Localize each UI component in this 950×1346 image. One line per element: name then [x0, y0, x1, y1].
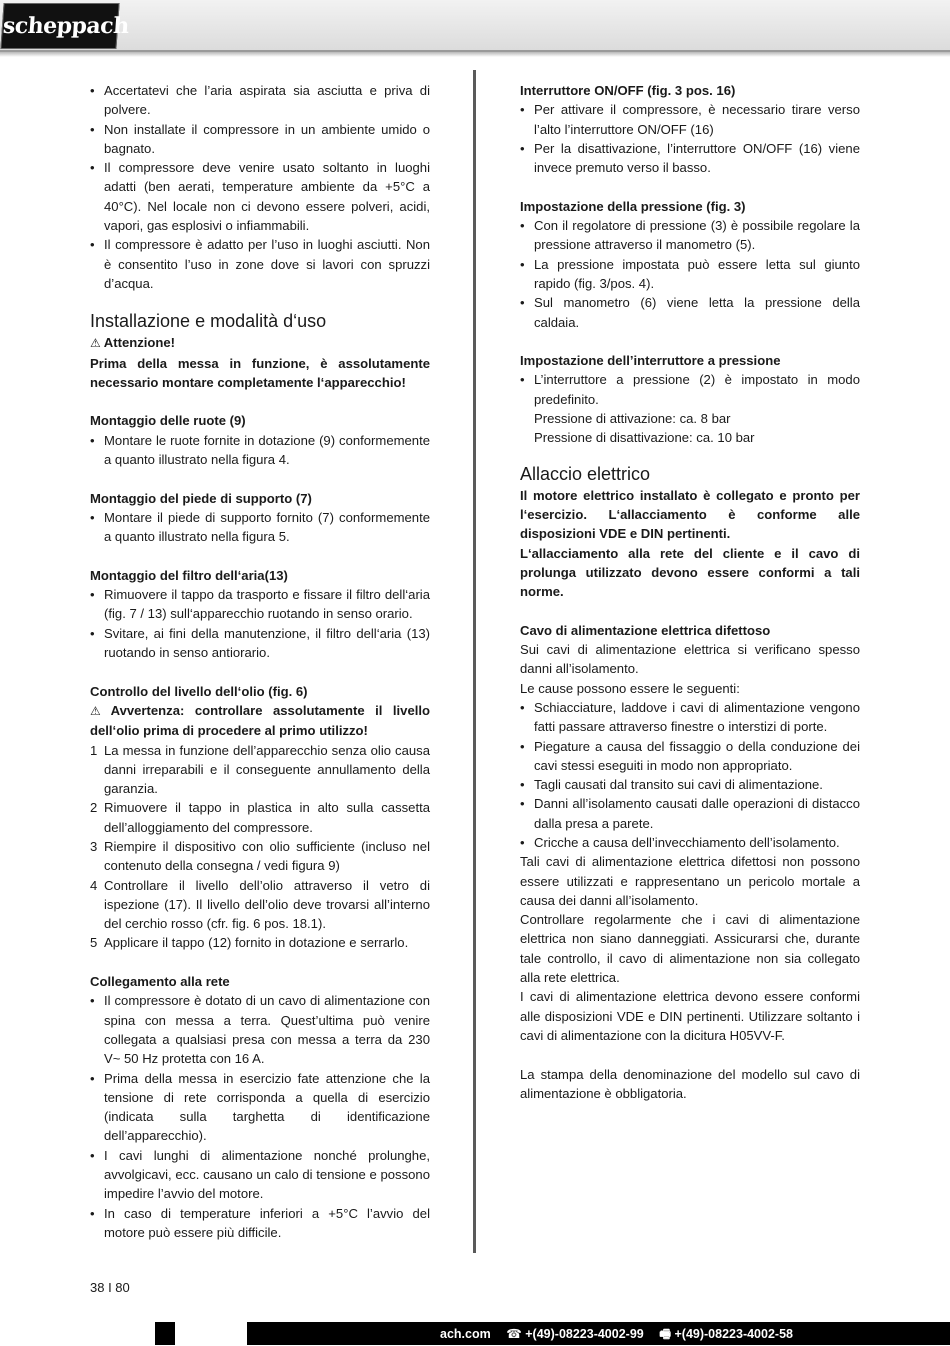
subheading-interruttore: Interruttore ON/OFF (fig. 3 pos. 16)	[520, 83, 736, 98]
list-item: • Cricche a causa dell’invecchiamento dell’isolamento.	[520, 834, 840, 850]
page-header	[0, 0, 950, 52]
list-item: • Non installate il compressore in un ambiente umido o bagnato.	[90, 121, 430, 156]
list-item: • Per la disattivazione, l’interruttore ON/OFF (16) viene invece premuto verso il basso.	[520, 140, 860, 176]
elec-bold-text: L‘allacciamento alla rete del cliente e il cavo di prolunga utilizzato devono essere conformi a tali norme.	[520, 545, 860, 600]
warning-icon: ⚠	[90, 703, 108, 718]
scheppach-logo: scheppach	[0, 3, 119, 49]
paragraph: Le cause possono essere le seguenti:	[520, 680, 740, 696]
subheading-filtro: Montaggio del filtro dell‘aria(13)	[90, 567, 288, 583]
list-item: • Sul manometro (6) viene letta la pressione della caldaia.	[520, 295, 860, 330]
list-item: • Con il regolatore di pressione (3) è possibile regolare la pressione attraverso il manometro (5).	[520, 218, 860, 253]
list-item: • Il compressore è dotato di un cavo di alimentazione con spina con messa a terra. Quest’ultima può venire collegata a qualsiasi presa con messa a terra da 230 V~ 50 Hz protetta con 16 A.	[90, 993, 430, 1067]
column-divider	[473, 70, 476, 1253]
list-item: • Accertatevi che l’aria aspirata sia asciutta e priva di polvere.	[90, 83, 430, 118]
page-number: 38 I 80	[90, 1280, 130, 1295]
paragraph: Controllare regolarmente che i cavi di alimentazione elettrica non siano danneggiati. Assicurarsi che, durante tale controllo, il cavo di alimentazione non sia collegato alla rete elettrica.	[520, 912, 860, 986]
list-item: • Montare il piede di supporto fornito (7) conformemente a quanto illustrato nella figura 5.	[90, 509, 430, 545]
list-item: • La pressione impostata può essere letta sul giunto rapido (fig. 3/pos. 4).	[520, 256, 860, 291]
phone-text: ☎ +(49)-08223-4002-99	[506, 1327, 644, 1341]
section-title-installazione: Installazione e modalità d‘uso	[90, 311, 327, 332]
numbered-item: 2 Rimuovere il tappo in plastica in alto sulla cassetta dell’alloggiamento del compressore.	[90, 800, 430, 835]
subheading-piede: Montaggio del piede di supporto (7)	[90, 490, 312, 506]
list-item: • Svitare, ai fini della manutenzione, il filtro dell‘aria (13) ruotando in senso antiorario.	[90, 625, 430, 661]
subheading-cavo: Cavo di alimentazione elettrica difettoso	[520, 622, 771, 638]
list-item: • Danni all’isolamento causati dalle operazioni di distacco dalla presa a parete.	[520, 796, 860, 831]
paragraph: La stampa della denominazione del modello sul cavo di alimentazione è obbligatoria.	[520, 1066, 860, 1101]
subheading-rete: Collegamento alla rete	[90, 974, 230, 990]
list-item: • Il compressore è adatto per l’uso in luoghi asciutti. Non è consentito l’uso in zone dove si lavori con spruzzi d’acqua.	[90, 237, 430, 291]
header-shadow	[0, 52, 950, 57]
footer-contacts	[440, 1325, 805, 1346]
section-title-allaccio: Allaccio elettrico	[520, 463, 651, 484]
list-item: • I cavi lunghi di alimentazione nonché prolunghe, avvolgicavi, ecc. causano un calo di tensione e possono impedire l’avvio del motore.	[90, 1147, 430, 1202]
right-column	[520, 81, 860, 1103]
list-item: • Schiacciature, laddove i cavi di alimentazione vengono fatti passare attraverso finestre o interstizi di porte.	[520, 699, 860, 735]
elec-bold-text: Il motore elettrico installato è collegato e pronto per l‘esercizio. L‘allacciamento è conforme alle disposizioni VDE e DIN pertinenti.	[520, 487, 860, 542]
list-item: • Per attivare il compressore, è necessario tirare verso l’alto l’interruttore ON/OFF (16)	[520, 102, 860, 137]
list-item: • Rimuovere il tappo da trasporto e fissare il filtro dell‘aria (fig. 7 / 13) sull‘apparecchio ruotando in senso orario.	[90, 587, 430, 622]
list-item: • Piegature a causa del fissaggio o della conduzione dei cavi stessi eseguiti in modo non appropriato.	[520, 738, 860, 773]
list-item: • Montare le ruote fornite in dotazione (9) conformemente a quanto illustrato nella figura 4.	[90, 432, 430, 468]
fax-text: 🖷 +(49)-08223-4002-58	[659, 1327, 793, 1341]
paragraph: Sui cavi di alimentazione elettrica si verificano spesso danni all’isolamento.	[520, 642, 860, 677]
attention-text: Prima della messa in funzione, è assolutamente necessario montare completamente l‘apparecchio!	[90, 355, 430, 390]
footer-bar	[0, 1322, 950, 1345]
website-text: ach.com	[440, 1327, 491, 1341]
numbered-item: 5 Applicare il tappo (12) fornito in dotazione e serrarlo.	[90, 935, 409, 951]
list-item: • Tagli causati dal transito sui cavi di alimentazione.	[520, 777, 823, 793]
subheading-pressione: Impostazione della pressione (fig. 3)	[520, 198, 746, 214]
list-item: • In caso di temperature inferiori a +5°C l’avvio del motore può essere più difficile.	[90, 1205, 430, 1240]
list-item: • L’interruttore a pressione (2) è impostato in modo predefinito.	[520, 372, 860, 407]
numbered-item: 1 La messa in funzione dell’apparecchio senza olio causa danni irreparabili e il conseguente annullamento della garanzia.	[90, 742, 430, 797]
subheading-olio: Controllo del livello dell‘olio (fig. 6)	[90, 683, 308, 699]
numbered-item: 4 Controllare il livello dell’olio attraverso il vetro di ispezione (17). Il livello dell’olio deve trovarsi all’interno del cerchio rosso (cfr. fig. 6 pos. 18.1).	[90, 877, 430, 932]
paragraph: I cavi di alimentazione elettrica devono essere conformi alle disposizioni VDE e DIN pertinenti. Utilizzare soltanto i cavi di alimentazione con la dicitura H05VV-F.	[520, 989, 860, 1043]
attention-label: ⚠ Attenzione!	[90, 335, 176, 351]
warning-icon: ⚠	[90, 336, 101, 351]
subheading-ruote: Montaggio delle ruote (9)	[90, 413, 246, 429]
left-column	[90, 81, 430, 1242]
numbered-item: 3 Riempire il dispositivo con olio sufficiente (incluso nel contenuto della consegna / vedi figura 9)	[90, 838, 430, 874]
paragraph: Tali cavi di alimentazione elettrica difettosi non possono essere utilizzati e rappresentano un pericolo mortale a causa dei danni all’isolamento.	[520, 854, 860, 908]
oil-warning: ⚠ Avvertenza: controllare assolutamente il livello dell‘olio prima di procedere al primo utilizzo!	[90, 702, 430, 739]
pressure-off-value: Pressione di disattivazione: ca. 10 bar	[534, 430, 755, 446]
subheading-interruttore-pressione: Impostazione dell’interruttore a pressione	[520, 353, 781, 369]
list-item: • Il compressore deve venire usato soltanto in luoghi adatti (ben aerati, temperature ambiente da +5°C a 40°C). Nel locale non ci devono essere polveri, acidi, vapori, gas esplosivi o infiammabili.	[90, 160, 430, 234]
pressure-on-value: Pressione di attivazione: ca. 8 bar	[534, 411, 731, 427]
list-item: • Prima della messa in esercizio fate attenzione che la tensione di rete corrisponda a quella di esercizio (indicata sulla targhetta di identificazione dell’apparecchio).	[90, 1070, 430, 1144]
